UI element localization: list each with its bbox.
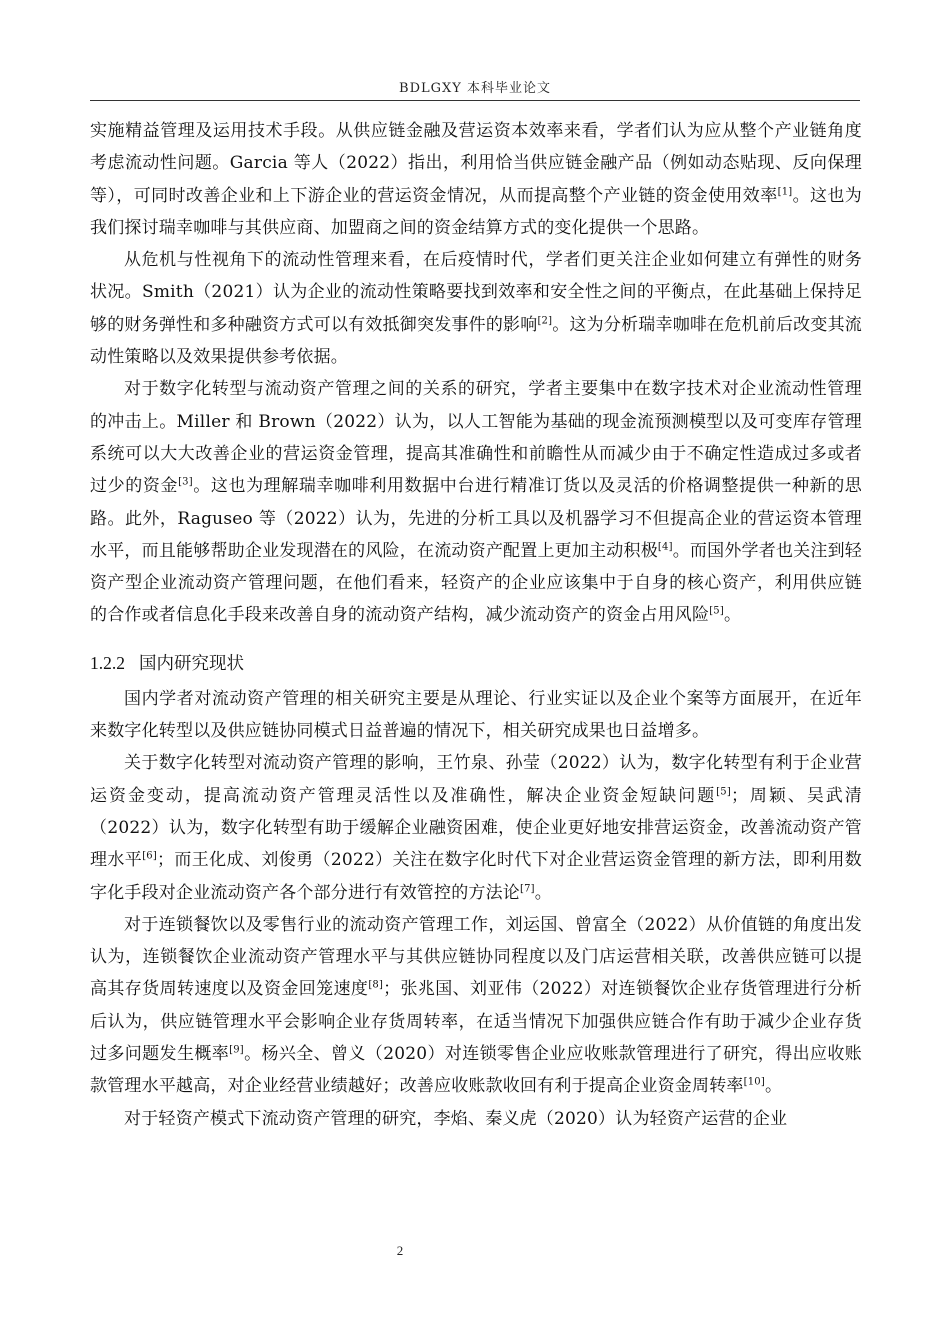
paragraph: 对于数字化转型与流动资产管理之间的关系的研究，学者主要集中在数字技术对企业流动性管理的冲击上。Miller 和 Brown（2022）认为，以人工智能为基础的现金流预测模型以及可变库存管理系统可以大大改善企业的营运资金管理，提高其准确性和前瞻性从而减少由于不确定性造成过多或者过少的资金[3]。这也为理解瑞幸咖啡利用数据中台进行精准订货以及灵活的价格调整提供一种新的思路。此外，Raguseo 等（2022）认为，先进的分析工具以及机器学习不但提高企业的营运资本管理水平，而且能够帮助企业发现潜在的风险，在流动资产配置上更加主动积极[4]。而国外学者也关注到轻资产型企业流动资产管理问题，在他们看来，轻资产的企业应该集中于自身的核心资产，利用供应链的合作或者信息化手段来改善自身的流动资产结构，减少流动资产的资金占用风险[5]。 [90, 379, 863, 626]
citation-marker: [7] [520, 882, 535, 894]
page-header: BDLGXY 本科毕业论文 [399, 81, 551, 96]
citation-marker: [4] [657, 541, 673, 553]
paragraph: 从危机与性视角下的流动性管理来看，在后疫情时代，学者们更关注企业如何建立有弹性的财务状况。Smith（2021）认为企业的流动性策略要找到效率和安全性之间的平衡点，在此基础上保持足够的财务弹性和多种融资方式可以有效抵御突发事件的影响[2]。这为分析瑞幸咖啡在危机前后改变其流动性策略以及效果提供参考依据。 [90, 250, 862, 368]
section-number: 1.2.2 [90, 652, 125, 673]
citation-marker: [6] [142, 850, 157, 862]
section-title: 国内研究现状 [139, 653, 244, 674]
paragraph: 实施精益管理及运用技术手段。从供应链金融及营运资本效率来看，学者们认为应从整个产业链角度考虑流动性问题。Garcia 等人（2022）指出，利用恰当供应链金融产品（例如动态贴现、反向保理等），可同时改善企业和上下游企业的营运资金情况，从而提高整个产业链的资金使用效率[1]。这也为我们探讨瑞幸咖啡与其供应商、加盟商之间的资金结算方式的变化提供一个思路。 [90, 121, 862, 238]
citation-marker: [10] [743, 1076, 765, 1088]
citation-marker: [2] [537, 315, 553, 327]
paragraph: 对于轻资产模式下流动资产管理的研究，李焰、秦义虎（2020）认为轻资产运营的企业 [124, 1108, 788, 1129]
page-number: 2 [396, 1243, 404, 1258]
citation-marker: [3] [178, 476, 193, 488]
paragraph: 关于数字化转型对流动资产管理的影响，王竹泉、孙莹（2022）认为，数字化转型有利于企业营运资金变动，提高流动资产管理灵活性以及准确性，解决企业资金短缺问题[5]；周颖、吴武清（2022）认为，数字化转型有助于缓解企业融资困难，使企业更好地安排营运资金，改善流动资产管理水平[6]；而王化成、刘俊勇（2022）关注在数字化时代下对企业营运资金管理的新方法，即利用数字化手段对企业流动资产各个部分进行有效管控的方法论[7]。 [90, 753, 862, 903]
citation-marker: [8] [368, 979, 384, 991]
paragraph: 国内学者对流动资产管理的相关研究主要是从理论、行业实证以及企业个案等方面展开，在近年来数字化转型以及供应链协同模式日益普遍的情况下，相关研究成果也日益增多。 [90, 688, 862, 742]
section-heading [90, 648, 862, 679]
paragraph: 对于连锁餐饮以及零售行业的流动资产管理工作，刘运国、曾富全（2022）从价值链的角度出发认为，连锁餐饮企业流动资产管理水平与其供应链协同程度以及门店运营相关联，改善供应链可以提高其存货周转速度以及资金回笼速度[8]；张兆国、刘亚伟（2022）对连锁餐饮企业存货管理进行分析后认为，供应链管理水平会影响企业存货周转率，在适当情况下加强供应链合作有助于减少企业存货过多问题发生概率[9]。杨兴全、曾义（2020）对连锁零售企业应收账款管理进行了研究，得出应收账款管理水平越高，对企业经营业绩越好；改善应收账款收回有利于提高企业资金周转率[10]。 [90, 914, 862, 1097]
citation-marker: [1] [777, 185, 793, 197]
header-divider [90, 100, 860, 101]
citation-marker: [9] [229, 1044, 244, 1056]
body-content [90, 115, 862, 1135]
citation-marker: [5] [716, 785, 731, 797]
citation-marker: [5] [709, 605, 724, 617]
